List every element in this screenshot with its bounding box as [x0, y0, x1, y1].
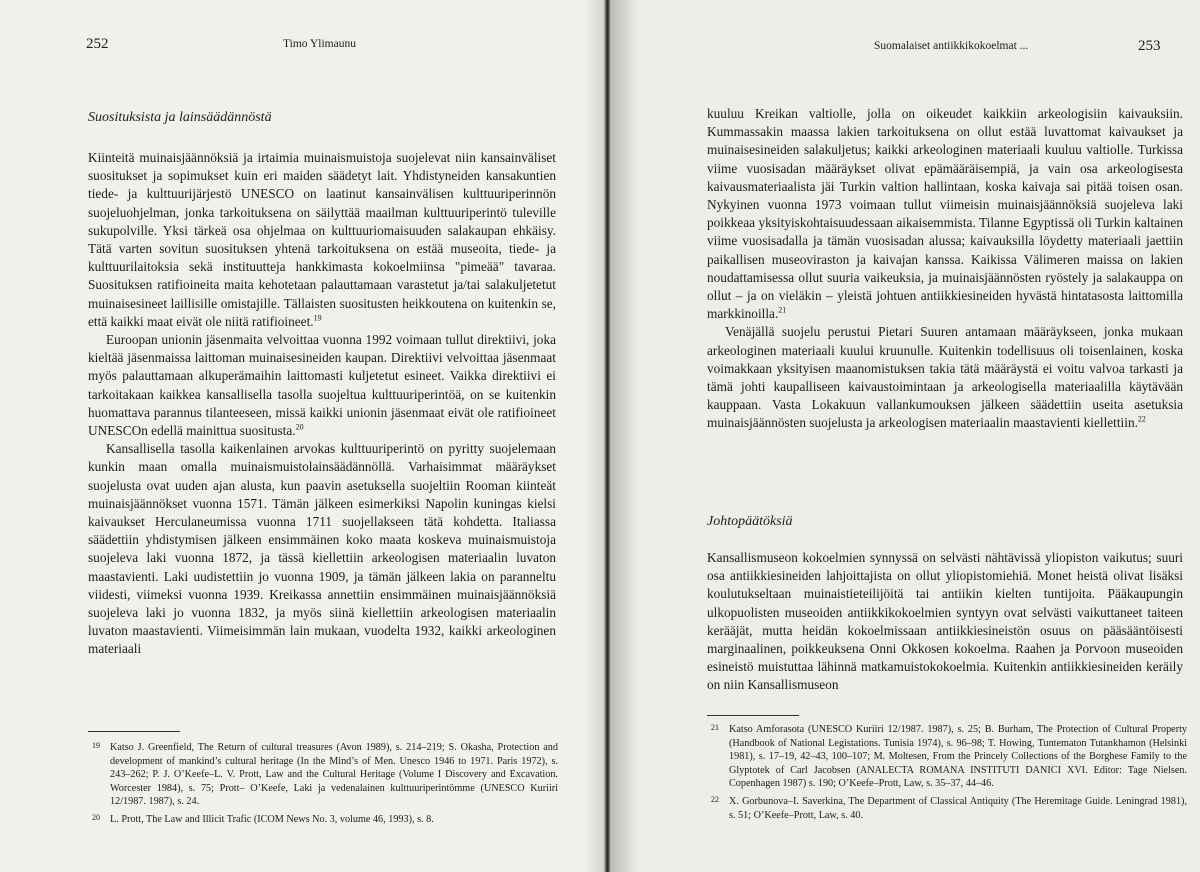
footnote-line: (ANALECTA ROMANA INSTITUTI DANICI XVI. Editor: Tage Nielsen. Copenhagen: [729, 764, 1188, 790]
paragraph: [88, 149, 556, 331]
paragraph-text: Kansallismuseon kokoelmien synnyssä on selvästi nähtävissä yliopiston vaikutus; suuri osa antiikkiesineiden lahjoittajista on ollut yliopistomiehiä. Monet heistä olivat lisäksi koulutukseltaan muinaistieteilijöitä tai antiikin kielten tuntijoita. Pääkaupungin ulkopuolisten museoiden antiikkikokoelmien syntyyn ovat selvästi vaikuttaneet taiteen kerääjät, mutta heidän kokoelmissaan antiikkiesineistön osuus on pääsääntöisesti marginaalinen, poikkeuksena Onni Okkosen kokoelma. Raahen ja Porvoon museoiden esineistö muistuttaa lähinnä matkamuistokokoelmia. Kuitenkin antiikkiesineiden keräily on niin Kansallismuseon: [707, 550, 1183, 693]
footnote-line: Katso Amforasota (UNESCO Kuriiri 12/1987. 1987), s. 25; B. Burham, The Protection of: [729, 724, 1111, 735]
footnote-line: s. 24.: [177, 796, 200, 808]
footnote-ref: 22: [1137, 415, 1146, 425]
footnote: [707, 723, 1187, 791]
footnote-line: Men. Unesco 1946 to 1971. Paris 1972), s. 243–262; P. J. O’Keefe–L. V. Prott, Law and: [110, 755, 559, 781]
footnote-rule: [707, 715, 799, 716]
running-head-right: Suomalaiset antiikkikokoelmat ...: [874, 40, 1029, 52]
paragraph-text: Kansallisella tasolla kaikenlainen arvokas kulttuuriperintö on pyritty suojelemaan kunkin maan omalla muinaismuistolainsäädännöllä. Varhaisimmat määräykset suojelusta ovat uuden ajan alusta, kun paavin asetuksella suojeltiin Rooman kiinteät muinaisjäännökset vuonna 1571. Tämän jälkeen esimerkiksi Napolin kuningas kielsi kaivaukset Herculaneumissa vuonna 1711 suojellakseen tätä kohdetta. Italiassa säädettiin yhdistymisen jälkeen ensimmäinen koko maata koskeva muinaismuistoja suojeleva laki vuonna 1872, ja tässä kiellettiin arkeologisen materiaalin luvaton maastavienti. Laki uudistettiin jo vuonna 1909, ja tämän jälkeen lakia on paranneltu viidesti, viimeksi vuonna 1939. Kreikassa annettiin ensimmäinen muinaisjäännöksiä suojeleva laki jo vuonna 1832, ja myös siinä kiellettiin arkeologisen materiaalin luvaton maastavienti. Viimeisimmän lain mukaan, vuodelta 1932, kaikki arkeologinen materiaali: [88, 441, 556, 657]
paragraph-text: Euroopan unionin jäsenmaita velvoittaa vuonna 1992 voimaan tullut direktiivi, joka kieltää jäsenmaissa laittoman muinaisesineiden kaupan. Direktiivi velvoittaa jäsenmaat myös palauttamaan alkuperämaihin laittomasti kuljetetut esineet. Vaikka direktiivi ei tarkoitakaan kaikkea kansallisella tasolla suojeltua kulttuuriperintöä, on se kuitenkin huomattava parannus tilanteeseen, missä kaikki unionin jäsenmaat eivät ole ratifioineet UNESCOn edellä mainittua suositusta.: [88, 332, 556, 439]
footnote-rule: [88, 731, 180, 732]
footnote-number: 21: [711, 723, 719, 732]
paragraph: [88, 331, 556, 440]
footnote-ref: 21: [778, 305, 787, 315]
footnote: [88, 741, 558, 809]
body-text-right: [707, 105, 1183, 433]
body-text-right-2: [707, 549, 1183, 695]
footnote-number: 22: [711, 794, 719, 804]
footnote-line: Katso J. Greenfield, The Return of cultural treasures (Avon 1989), s. 214–219;: [110, 742, 445, 753]
footnotes-right: [707, 723, 1187, 826]
page-number-left: 252: [86, 36, 109, 52]
paragraph-text: Kiinteitä muinaisjäännöksiä ja irtaimia muinaismuistoja suojelevat niin kansainväliset suositukset ja sopimukset kuin eri maiden säädetyt lait. Yhdistyneiden kansakuntien tiede- ja kulttuurijärjestö UNESCO on laatinut kansainvälisen kulttuuriperinnön suojeluohjelman, jonka tarkoituksena on säilyttää maailman kulttuuriperintö tuleville sukupolville. Yksi tärkeä osa ohjelmaa on kulttuuriomaisuuden salakaupan ehkäisy. Tätä varten sovitun suosituksen yhtenä tarkoituksena on estää museoita, tiede- ja kulttuurilaitoksia sekä instituutteja hankkimasta kokoelmiinsa "pimeää" tavaraa. Suosituksen ratifioineita maita kehotetaan palauttamaan varastetut ja/tai salakuljetetut muinaisesineet laillisille omistajille. Tällaisten suositusten heikkoutena on kuitenkin se, että kaikki maat eivät ole niitä ratifioineet.: [88, 150, 556, 329]
footnote: [88, 813, 558, 827]
section-heading: Suosituksista ja lainsäädännöstä: [88, 110, 272, 125]
footnote-ref: 20: [295, 422, 304, 432]
running-head-left: Timo Ylimaunu: [283, 38, 356, 50]
footnote: [707, 795, 1187, 822]
paragraph: [707, 323, 1183, 432]
footnote-line: O’Keefe, Laki ja vedenalainen kulttuuriperintömme (UNESCO Kuriiri 12/1987. 1987),: [110, 782, 559, 808]
footnote-number: 20: [92, 812, 100, 822]
page-fold-shadow: [610, 0, 638, 872]
paragraph-text: Venäjällä suojelu perustui Pietari Suuren antamaan määräykseen, jonka mukaan arkeologinen materiaali kuului kruunulle. Kuitenkin todellisuus oli toisenlainen, koska voimakkaan yksityisen maanomistuksen takia tätä määräystä ei voitu valvoa tarkasti ja tämä johti kaupalliseen kaivaustoimintaan ja arkeologisella materiaalilla käytävään kauppaan. Vasta Lokakuun vallankumouksen jälkeen säädettiin useita asetuksia muinaisjäännösten suojelusta ja arkeologisen materiaalin maastavienti kiellettiin.: [707, 324, 1183, 431]
body-text-left: [88, 149, 556, 659]
footnotes-left: [88, 741, 558, 831]
footnote-ref: 19: [313, 313, 322, 323]
footnote-line: 1987) s. 190; O’Keefe–Prott, Law, s. 35–37, 44–46.: [782, 778, 994, 790]
footnote-number: 19: [92, 741, 100, 750]
paragraph: [707, 549, 1183, 695]
paragraph-text: kuuluu Kreikan valtiolle, jolla on oikeudet kaikkiin arkeologisiin kaivauksiin. Kummassakin maassa lakien tarkoituksena on ollut estää luvattomat kaivaukset ja muinaisesineiden salakuljetus; kaikki arkeologinen materiaali kuuluu valtiolle. Turkissa viime vuosisadan määräykset olivat epämääräisempiä, ja vain osa arkeologisesta kaivausmateriaalista jäi Turkin valtion hallintaan, koska kaivaja sai pitää toisen osan. Nykyinen vuonna 1973 voimaan tullut viimeisin muinaisjäännöksiä suojeleva laki poikkeaa yksityiskohtaisuudessaan aikaisemmista. Tilanne Egyptissä oli Turkin kaltainen viime vuosisadalla ja tämän vuosisadan alussa; kaivauksilla löydetty materiaali jaettiin paikallisen museoviraston ja kaivajan kanssa. Kaikissa Välimeren maissa on lakien noudattamisessa ollut suuria vaikeuksia, ja muinaisjäännösten ryöstely ja salakauppa on ollut – ja on vieläkin – yleistä johtuen antiikkiesineiden hyvästä hintatasosta laittomilla markkinoilla.: [707, 106, 1183, 322]
page-fold-shadow: [584, 0, 604, 872]
footnote-line: L. Prott, The Law and Illicit Trafic (ICOM News No. 3, volume 46, 1993), s. 8.: [110, 813, 434, 825]
right-page: [610, 0, 1200, 872]
footnote-line: the Cultural Heritage (Volume I Discovery and Excavation. Worcester 1984), s. 75; Prott–: [110, 769, 558, 794]
paragraph: [88, 440, 556, 658]
footnote-line: Tuntematon Tutankhamon (Helsinki 1981), s. 17–19, 42–43, 100–107; M. Moltesen,: [729, 737, 1187, 763]
paragraph: [707, 105, 1183, 323]
footnote-line: X. Gorbunova–I. Saverkina, The Department of Classical Antiquity (The Heremitage: [729, 795, 1082, 807]
section-heading: Johtopäätöksiä: [707, 514, 793, 529]
page-number-right: 253: [1138, 38, 1161, 54]
footnote-line: Cultural Property (Handbook of National Legistations. Tunisia 1974), s. 96–98; T. Howing,: [729, 724, 1188, 749]
footnote-line: Guide. Leningrad 1981), s. 51; O’Keefe–Prott, Law, s. 40.: [729, 795, 1187, 821]
footnote-line: S. Okasha, Protection and development of mankind’s cultural heritage (In the Mind’s of: [110, 742, 558, 767]
footnote-line: From the Princely Collections of the Borghese Family to the Glyptotek of Carl Jacobsen: [729, 751, 1187, 776]
